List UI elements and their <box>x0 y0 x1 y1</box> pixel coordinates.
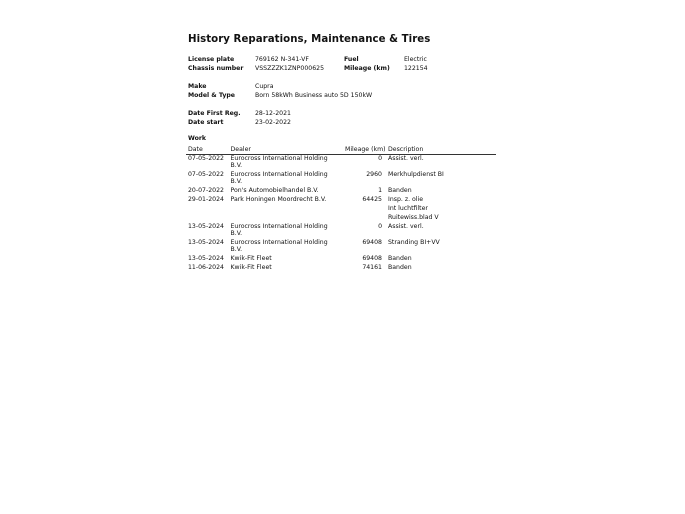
table-row-date: 20-07-2022 <box>188 187 224 194</box>
col-header-dealer: Dealer <box>230 146 251 153</box>
table-row-mileage: 64425 <box>362 196 382 203</box>
table-row-date: 13-05-2024 <box>188 223 224 230</box>
work-section-label: Work <box>188 135 207 142</box>
col-header-date: Date <box>188 146 203 153</box>
fuel-label: Fuel <box>344 56 359 63</box>
chassis-value: VSSZZZK1ZNP000625 <box>255 65 325 72</box>
table-row-date: 11-06-2024 <box>188 264 224 271</box>
mileage-label: Mileage (km) <box>344 65 390 72</box>
table-row-dealer: Pon's Automobielhandel B.V. <box>230 187 319 194</box>
table-row-description: Banden <box>388 187 412 194</box>
table-row-mileage: 0 <box>378 223 382 230</box>
table-row-date: 07-05-2022 <box>188 171 224 178</box>
table-row-dealer: Eurocross International Holding <box>230 239 328 246</box>
table-row-dealer-cont: B.V. <box>230 162 243 169</box>
table-row-dealer-cont: B.V. <box>230 230 243 237</box>
chassis-label: Chassis number <box>188 65 244 72</box>
model-value: Born 58kWh Business auto 5D 150kW <box>255 92 373 99</box>
table-row-description: Banden <box>388 264 412 271</box>
date-start-value: 23-02-2022 <box>255 119 291 126</box>
table-row-mileage: 74161 <box>362 264 382 271</box>
table-row-mileage: 2960 <box>366 171 382 178</box>
table-row-dealer: Park Honingen Moordrecht B.V. <box>230 196 327 203</box>
table-row-mileage: 0 <box>378 155 382 162</box>
model-label: Model & Type <box>188 92 236 99</box>
make-value: Cupra <box>255 83 274 90</box>
table-row-description: Insp. z. olie <box>388 196 424 203</box>
table-row-description: Stranding BI+VV <box>388 239 440 246</box>
first-reg-label: Date First Reg. <box>188 110 241 117</box>
table-row-description: Merkhulpdienst BI <box>388 171 444 178</box>
page-title: History Reparations, Maintenance & Tires <box>188 34 431 45</box>
table-row-dealer: Eurocross International Holding <box>230 223 328 230</box>
license-plate-value: 769162 N-341-VF <box>255 56 309 63</box>
table-row-dealer: Eurocross International Holding <box>230 155 328 162</box>
table-row-date: 29-01-2024 <box>188 196 224 203</box>
first-reg-value: 28-12-2021 <box>255 110 291 117</box>
fuel-value: Electric <box>404 56 427 63</box>
col-header-mileage: Mileage (km) <box>345 146 386 153</box>
table-row-dealer: Kwik-Fit Fleet <box>230 264 272 271</box>
date-start-label: Date start <box>188 119 224 126</box>
table-row-description: Assist. verl. <box>388 155 424 162</box>
table-row-date: 13-05-2024 <box>188 239 224 246</box>
table-row-dealer: Kwik-Fit Fleet <box>230 255 272 262</box>
table-row-dealer-cont: B.V. <box>230 178 243 185</box>
license-plate-label: License plate <box>188 56 235 63</box>
table-row-description-cont: Int luchtfilter <box>388 205 428 212</box>
table-row-description: Assist. verl. <box>388 223 424 230</box>
table-row-mileage: 69408 <box>362 255 382 262</box>
table-row-mileage: 1 <box>378 187 382 194</box>
col-header-description: Description <box>388 146 424 153</box>
table-row-date: 07-05-2022 <box>188 155 224 162</box>
table-row-description: Banden <box>388 255 412 262</box>
table-row-dealer: Eurocross International Holding <box>230 171 328 178</box>
mileage-value: 122154 <box>404 65 428 72</box>
table-row-dealer-cont: B.V. <box>230 246 243 253</box>
table-row-description-cont: Ruitewiss.blad V <box>388 214 439 221</box>
table-row-date: 13-05-2024 <box>188 255 224 262</box>
table-row-mileage: 69408 <box>362 239 382 246</box>
make-label: Make <box>188 83 207 90</box>
